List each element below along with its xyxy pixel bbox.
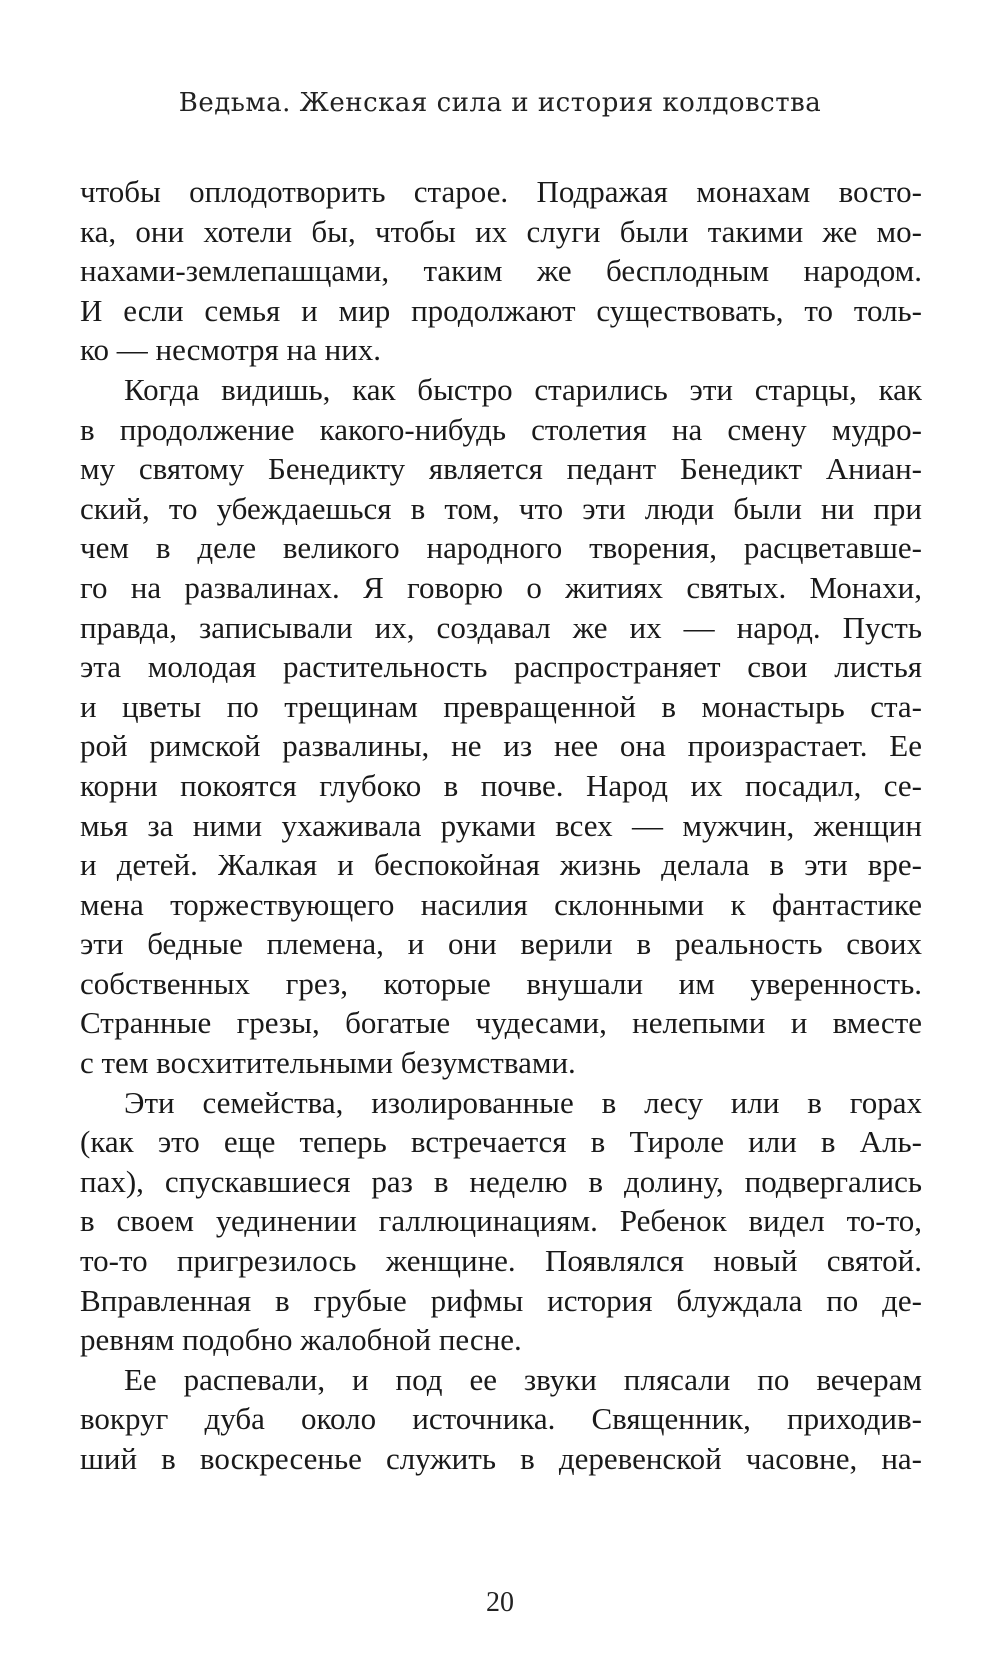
text-line: Ее распевали, и под ее звуки плясали по вечерам <box>124 1361 922 1397</box>
text-line: Вправленная в грубые рифмы история блуждала по де- <box>80 1282 922 1318</box>
text-line: корни покоятся глубоко в почве. Народ их посадил, се- <box>80 767 922 803</box>
text-line: в продолжение какого-нибудь столетия на смену мудро- <box>80 411 922 447</box>
body-text <box>80 172 922 1479</box>
text-line: и детей. Жалкая и беспокойная жизнь делала в эти вре- <box>80 847 922 883</box>
text-line: го на развалинах. Я говорю о житиях святых. Монахи, <box>80 569 922 605</box>
text-line: собственных грез, которые внушали им уверенность. <box>80 965 922 1001</box>
text-line: чем в деле великого народного творения, расцветавше- <box>80 530 922 566</box>
text-line: мья за ними ухаживала руками всех — мужчин, женщин <box>80 807 922 843</box>
text-line: И если семья и мир продолжают существовать, то толь- <box>80 292 922 328</box>
page-number: 20 <box>486 1587 514 1618</box>
text-line: ший в воскресенье служить в деревенской часовне, на- <box>80 1441 922 1476</box>
text-line: в своем уединении галлюцинациям. Ребенок видел то-то, <box>80 1203 922 1239</box>
text-line: ко — несмотря на них. <box>80 332 382 368</box>
text-line: эта молодая растительность распространяет свои листья <box>80 649 922 685</box>
text-line: Эти семейства, изолированные в лесу или в горах <box>124 1084 922 1120</box>
text-line: пах), спускавшиеся раз в неделю в долину, подвергались <box>80 1163 922 1199</box>
text-line: и цветы по трещинам превращенной в монастырь ста- <box>80 688 922 724</box>
text-line: ка, они хотели бы, чтобы их слуги были такими же мо- <box>80 213 922 249</box>
running-header: Ведьма. Женская сила и история колдовства <box>178 88 822 118</box>
text-line: Странные грезы, богатые чудесами, нелепыми и вместе <box>80 1005 922 1041</box>
text-line: нахами-землепашцами, таким же бесплодным народом. <box>80 253 922 289</box>
text-line: чтобы оплодотворить старое. Подражая монахам восто- <box>80 174 922 209</box>
text-line: му святому Бенедикту является педант Бенедикт Аниан- <box>80 451 922 487</box>
text-line: правда, записывали их, создавал же их — народ. Пусть <box>80 609 922 645</box>
text-line: ревням подобно жалобной песне. <box>80 1322 522 1358</box>
text-line: с тем восхитительными безумствами. <box>80 1045 576 1081</box>
text-line: ский, то убеждаешься в том, что эти люди были ни при <box>80 490 922 526</box>
text-line: рой римской развалины, не из нее она произрастает. Ее <box>80 728 922 764</box>
text-line: вокруг дуба около источника. Священник, приходив- <box>80 1401 922 1437</box>
text-line: то-то пригрезилось женщине. Появлялся новый святой. <box>80 1243 922 1279</box>
text-line: (как это еще теперь встречается в Тироле или в Аль- <box>80 1124 922 1160</box>
text-line: эти бедные племена, и они верили в реальность своих <box>80 926 922 962</box>
text-line: мена торжествующего насилия склонными к фантастике <box>80 886 922 922</box>
text-line: Когда видишь, как быстро старились эти старцы, как <box>124 371 922 407</box>
